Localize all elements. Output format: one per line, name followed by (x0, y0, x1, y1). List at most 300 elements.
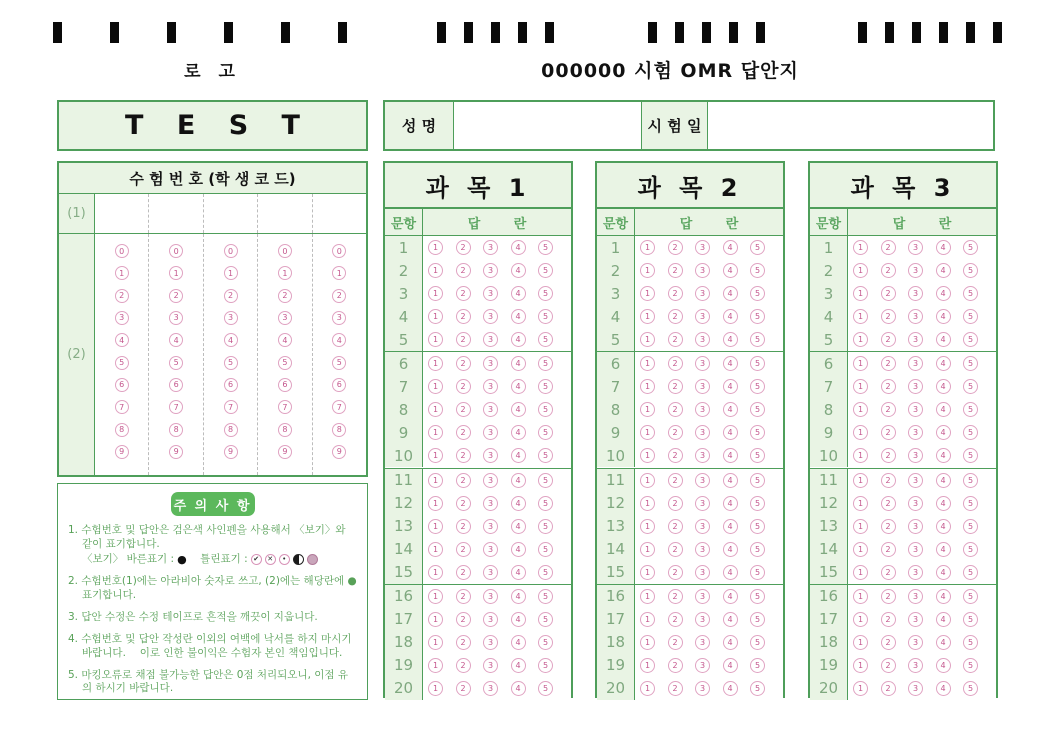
code-write-cell[interactable] (257, 194, 311, 233)
answer-bubble-5[interactable]: 5 (538, 589, 553, 604)
answer-bubble-1[interactable]: 1 (428, 589, 443, 604)
answer-bubble-3[interactable]: 3 (695, 681, 710, 696)
code-bubble-9[interactable]: 9 (115, 445, 129, 459)
answer-bubble-2[interactable]: 2 (456, 425, 471, 440)
answer-bubble-5[interactable]: 5 (538, 681, 553, 696)
exam-date-input[interactable] (708, 102, 993, 149)
answer-bubble-2[interactable]: 2 (668, 402, 683, 417)
answer-bubble-5[interactable]: 5 (750, 263, 765, 278)
code-bubble-6[interactable]: 6 (332, 378, 346, 392)
answer-bubble-5[interactable]: 5 (750, 473, 765, 488)
answer-bubble-1[interactable]: 1 (428, 448, 443, 463)
answer-bubble-3[interactable]: 3 (695, 240, 710, 255)
answer-bubble-4[interactable]: 4 (723, 286, 738, 301)
answer-bubble-5[interactable]: 5 (963, 681, 978, 696)
answer-bubble-5[interactable]: 5 (538, 379, 553, 394)
answer-bubble-5[interactable]: 5 (538, 473, 553, 488)
answer-bubble-5[interactable]: 5 (538, 612, 553, 627)
answer-bubble-3[interactable]: 3 (908, 332, 923, 347)
answer-bubble-1[interactable]: 1 (640, 402, 655, 417)
answer-bubble-3[interactable]: 3 (483, 448, 498, 463)
code-bubble-0[interactable]: 0 (169, 244, 183, 258)
code-bubble-7[interactable]: 7 (332, 400, 346, 414)
answer-bubble-4[interactable]: 4 (936, 589, 951, 604)
answer-bubble-1[interactable]: 1 (428, 496, 443, 511)
answer-bubble-2[interactable]: 2 (881, 542, 896, 557)
answer-bubble-3[interactable]: 3 (483, 658, 498, 673)
answer-bubble-5[interactable]: 5 (538, 425, 553, 440)
answer-bubble-4[interactable]: 4 (936, 240, 951, 255)
answer-bubble-4[interactable]: 4 (936, 496, 951, 511)
answer-bubble-2[interactable]: 2 (456, 286, 471, 301)
answer-bubble-3[interactable]: 3 (695, 425, 710, 440)
answer-bubble-4[interactable]: 4 (936, 309, 951, 324)
answer-bubble-2[interactable]: 2 (668, 612, 683, 627)
answer-bubble-1[interactable]: 1 (853, 356, 868, 371)
answer-bubble-3[interactable]: 3 (908, 263, 923, 278)
answer-bubble-5[interactable]: 5 (963, 356, 978, 371)
answer-bubble-2[interactable]: 2 (668, 448, 683, 463)
answer-bubble-4[interactable]: 4 (511, 658, 526, 673)
name-input[interactable] (454, 102, 642, 149)
answer-bubble-4[interactable]: 4 (511, 240, 526, 255)
code-bubble-5[interactable]: 5 (332, 356, 346, 370)
answer-bubble-5[interactable]: 5 (750, 542, 765, 557)
answer-bubble-5[interactable]: 5 (963, 542, 978, 557)
code-bubble-1[interactable]: 1 (224, 266, 238, 280)
answer-bubble-2[interactable]: 2 (881, 519, 896, 534)
answer-bubble-5[interactable]: 5 (750, 425, 765, 440)
answer-bubble-2[interactable]: 2 (881, 612, 896, 627)
answer-bubble-1[interactable]: 1 (853, 240, 868, 255)
answer-bubble-4[interactable]: 4 (936, 402, 951, 417)
answer-bubble-5[interactable]: 5 (963, 612, 978, 627)
answer-bubble-5[interactable]: 5 (538, 332, 553, 347)
answer-bubble-1[interactable]: 1 (640, 473, 655, 488)
answer-bubble-3[interactable]: 3 (695, 379, 710, 394)
code-bubble-2[interactable]: 2 (332, 289, 346, 303)
answer-bubble-1[interactable]: 1 (853, 402, 868, 417)
answer-bubble-3[interactable]: 3 (908, 658, 923, 673)
answer-bubble-5[interactable]: 5 (750, 635, 765, 650)
code-bubble-9[interactable]: 9 (169, 445, 183, 459)
answer-bubble-3[interactable]: 3 (908, 356, 923, 371)
code-bubble-4[interactable]: 4 (224, 333, 238, 347)
answer-bubble-5[interactable]: 5 (963, 658, 978, 673)
answer-bubble-1[interactable]: 1 (640, 612, 655, 627)
answer-bubble-4[interactable]: 4 (936, 473, 951, 488)
answer-bubble-1[interactable]: 1 (853, 263, 868, 278)
code-bubble-7[interactable]: 7 (224, 400, 238, 414)
answer-bubble-5[interactable]: 5 (750, 286, 765, 301)
answer-bubble-3[interactable]: 3 (483, 240, 498, 255)
answer-bubble-1[interactable]: 1 (853, 496, 868, 511)
answer-bubble-3[interactable]: 3 (695, 635, 710, 650)
answer-bubble-5[interactable]: 5 (750, 612, 765, 627)
code-bubble-1[interactable]: 1 (332, 266, 346, 280)
answer-bubble-3[interactable]: 3 (483, 356, 498, 371)
answer-bubble-1[interactable]: 1 (640, 356, 655, 371)
answer-bubble-4[interactable]: 4 (936, 519, 951, 534)
answer-bubble-1[interactable]: 1 (853, 379, 868, 394)
answer-bubble-1[interactable]: 1 (428, 519, 443, 534)
answer-bubble-4[interactable]: 4 (511, 448, 526, 463)
answer-bubble-4[interactable]: 4 (723, 681, 738, 696)
answer-bubble-3[interactable]: 3 (483, 519, 498, 534)
answer-bubble-1[interactable]: 1 (853, 473, 868, 488)
answer-bubble-3[interactable]: 3 (483, 263, 498, 278)
answer-bubble-4[interactable]: 4 (723, 263, 738, 278)
answer-bubble-4[interactable]: 4 (511, 565, 526, 580)
code-bubble-4[interactable]: 4 (278, 333, 292, 347)
answer-bubble-4[interactable]: 4 (936, 425, 951, 440)
answer-bubble-4[interactable]: 4 (936, 635, 951, 650)
answer-bubble-3[interactable]: 3 (483, 565, 498, 580)
answer-bubble-2[interactable]: 2 (668, 496, 683, 511)
answer-bubble-3[interactable]: 3 (483, 635, 498, 650)
answer-bubble-3[interactable]: 3 (908, 425, 923, 440)
answer-bubble-1[interactable]: 1 (853, 542, 868, 557)
answer-bubble-4[interactable]: 4 (511, 496, 526, 511)
answer-bubble-2[interactable]: 2 (456, 332, 471, 347)
answer-bubble-4[interactable]: 4 (511, 263, 526, 278)
code-bubble-8[interactable]: 8 (278, 423, 292, 437)
answer-bubble-2[interactable]: 2 (881, 286, 896, 301)
answer-bubble-1[interactable]: 1 (640, 542, 655, 557)
answer-bubble-5[interactable]: 5 (963, 589, 978, 604)
answer-bubble-4[interactable]: 4 (511, 589, 526, 604)
answer-bubble-3[interactable]: 3 (695, 565, 710, 580)
answer-bubble-1[interactable]: 1 (428, 635, 443, 650)
answer-bubble-5[interactable]: 5 (750, 332, 765, 347)
answer-bubble-3[interactable]: 3 (908, 681, 923, 696)
code-bubble-1[interactable]: 1 (115, 266, 129, 280)
answer-bubble-2[interactable]: 2 (456, 379, 471, 394)
answer-bubble-2[interactable]: 2 (456, 589, 471, 604)
answer-bubble-5[interactable]: 5 (538, 658, 553, 673)
answer-bubble-4[interactable]: 4 (936, 565, 951, 580)
answer-bubble-2[interactable]: 2 (668, 425, 683, 440)
answer-bubble-4[interactable]: 4 (723, 448, 738, 463)
answer-bubble-5[interactable]: 5 (750, 519, 765, 534)
answer-bubble-1[interactable]: 1 (428, 263, 443, 278)
code-bubble-5[interactable]: 5 (169, 356, 183, 370)
code-bubble-9[interactable]: 9 (224, 445, 238, 459)
answer-bubble-5[interactable]: 5 (538, 519, 553, 534)
answer-bubble-4[interactable]: 4 (511, 356, 526, 371)
answer-bubble-2[interactable]: 2 (456, 681, 471, 696)
answer-bubble-2[interactable]: 2 (668, 658, 683, 673)
answer-bubble-5[interactable]: 5 (750, 565, 765, 580)
answer-bubble-2[interactable]: 2 (668, 263, 683, 278)
code-bubble-5[interactable]: 5 (278, 356, 292, 370)
answer-bubble-1[interactable]: 1 (640, 496, 655, 511)
answer-bubble-2[interactable]: 2 (456, 565, 471, 580)
answer-bubble-1[interactable]: 1 (853, 612, 868, 627)
answer-bubble-3[interactable]: 3 (483, 496, 498, 511)
answer-bubble-3[interactable]: 3 (695, 309, 710, 324)
answer-bubble-2[interactable]: 2 (456, 263, 471, 278)
answer-bubble-1[interactable]: 1 (428, 286, 443, 301)
answer-bubble-1[interactable]: 1 (853, 658, 868, 673)
answer-bubble-1[interactable]: 1 (640, 565, 655, 580)
code-bubble-6[interactable]: 6 (278, 378, 292, 392)
answer-bubble-5[interactable]: 5 (750, 658, 765, 673)
answer-bubble-3[interactable]: 3 (908, 542, 923, 557)
answer-bubble-2[interactable]: 2 (456, 240, 471, 255)
answer-bubble-4[interactable]: 4 (723, 658, 738, 673)
answer-bubble-5[interactable]: 5 (538, 542, 553, 557)
answer-bubble-3[interactable]: 3 (908, 496, 923, 511)
answer-bubble-3[interactable]: 3 (695, 402, 710, 417)
answer-bubble-4[interactable]: 4 (723, 589, 738, 604)
code-bubble-8[interactable]: 8 (115, 423, 129, 437)
code-bubble-2[interactable]: 2 (169, 289, 183, 303)
answer-bubble-3[interactable]: 3 (908, 473, 923, 488)
answer-bubble-4[interactable]: 4 (936, 448, 951, 463)
answer-bubble-1[interactable]: 1 (428, 240, 443, 255)
answer-bubble-2[interactable]: 2 (668, 379, 683, 394)
code-bubble-4[interactable]: 4 (115, 333, 129, 347)
answer-bubble-2[interactable]: 2 (668, 356, 683, 371)
code-bubble-1[interactable]: 1 (169, 266, 183, 280)
answer-bubble-1[interactable]: 1 (853, 635, 868, 650)
answer-bubble-4[interactable]: 4 (511, 681, 526, 696)
answer-bubble-5[interactable]: 5 (538, 240, 553, 255)
answer-bubble-4[interactable]: 4 (936, 286, 951, 301)
answer-bubble-5[interactable]: 5 (538, 309, 553, 324)
answer-bubble-3[interactable]: 3 (908, 402, 923, 417)
answer-bubble-1[interactable]: 1 (640, 635, 655, 650)
answer-bubble-4[interactable]: 4 (936, 542, 951, 557)
answer-bubble-4[interactable]: 4 (723, 519, 738, 534)
answer-bubble-3[interactable]: 3 (695, 496, 710, 511)
answer-bubble-2[interactable]: 2 (881, 379, 896, 394)
answer-bubble-2[interactable]: 2 (668, 473, 683, 488)
answer-bubble-1[interactable]: 1 (428, 379, 443, 394)
answer-bubble-2[interactable]: 2 (668, 635, 683, 650)
answer-bubble-2[interactable]: 2 (881, 402, 896, 417)
answer-bubble-3[interactable]: 3 (908, 519, 923, 534)
code-bubble-9[interactable]: 9 (278, 445, 292, 459)
answer-bubble-1[interactable]: 1 (640, 379, 655, 394)
answer-bubble-4[interactable]: 4 (723, 379, 738, 394)
answer-bubble-2[interactable]: 2 (881, 448, 896, 463)
answer-bubble-1[interactable]: 1 (428, 356, 443, 371)
code-bubble-0[interactable]: 0 (278, 244, 292, 258)
answer-bubble-1[interactable]: 1 (640, 681, 655, 696)
code-bubble-7[interactable]: 7 (278, 400, 292, 414)
answer-bubble-2[interactable]: 2 (456, 519, 471, 534)
code-bubble-0[interactable]: 0 (115, 244, 129, 258)
answer-bubble-2[interactable]: 2 (456, 448, 471, 463)
answer-bubble-2[interactable]: 2 (668, 286, 683, 301)
answer-bubble-1[interactable]: 1 (428, 402, 443, 417)
answer-bubble-3[interactable]: 3 (908, 309, 923, 324)
answer-bubble-2[interactable]: 2 (881, 681, 896, 696)
answer-bubble-5[interactable]: 5 (750, 496, 765, 511)
answer-bubble-1[interactable]: 1 (428, 332, 443, 347)
code-bubble-3[interactable]: 3 (169, 311, 183, 325)
answer-bubble-1[interactable]: 1 (853, 519, 868, 534)
answer-bubble-2[interactable]: 2 (456, 658, 471, 673)
answer-bubble-4[interactable]: 4 (723, 565, 738, 580)
answer-bubble-3[interactable]: 3 (695, 612, 710, 627)
answer-bubble-5[interactable]: 5 (750, 681, 765, 696)
answer-bubble-3[interactable]: 3 (483, 589, 498, 604)
answer-bubble-1[interactable]: 1 (853, 309, 868, 324)
answer-bubble-3[interactable]: 3 (695, 542, 710, 557)
answer-bubble-2[interactable]: 2 (668, 332, 683, 347)
answer-bubble-2[interactable]: 2 (456, 473, 471, 488)
answer-bubble-2[interactable]: 2 (456, 309, 471, 324)
answer-bubble-3[interactable]: 3 (908, 612, 923, 627)
answer-bubble-3[interactable]: 3 (908, 240, 923, 255)
answer-bubble-2[interactable]: 2 (456, 635, 471, 650)
answer-bubble-3[interactable]: 3 (695, 519, 710, 534)
code-write-cell[interactable] (203, 194, 257, 233)
answer-bubble-5[interactable]: 5 (963, 425, 978, 440)
answer-bubble-1[interactable]: 1 (640, 589, 655, 604)
code-bubble-3[interactable]: 3 (224, 311, 238, 325)
answer-bubble-3[interactable]: 3 (483, 402, 498, 417)
answer-bubble-2[interactable]: 2 (668, 240, 683, 255)
answer-bubble-4[interactable]: 4 (723, 496, 738, 511)
answer-bubble-2[interactable]: 2 (668, 589, 683, 604)
code-bubble-8[interactable]: 8 (169, 423, 183, 437)
answer-bubble-4[interactable]: 4 (936, 658, 951, 673)
answer-bubble-1[interactable]: 1 (640, 263, 655, 278)
answer-bubble-4[interactable]: 4 (723, 356, 738, 371)
answer-bubble-3[interactable]: 3 (483, 309, 498, 324)
answer-bubble-1[interactable]: 1 (428, 542, 443, 557)
answer-bubble-3[interactable]: 3 (695, 448, 710, 463)
answer-bubble-2[interactable]: 2 (881, 240, 896, 255)
answer-bubble-5[interactable]: 5 (538, 263, 553, 278)
answer-bubble-4[interactable]: 4 (936, 263, 951, 278)
answer-bubble-5[interactable]: 5 (963, 473, 978, 488)
code-bubble-7[interactable]: 7 (115, 400, 129, 414)
answer-bubble-4[interactable]: 4 (511, 473, 526, 488)
answer-bubble-1[interactable]: 1 (640, 425, 655, 440)
answer-bubble-4[interactable]: 4 (511, 379, 526, 394)
answer-bubble-1[interactable]: 1 (428, 425, 443, 440)
answer-bubble-3[interactable]: 3 (695, 356, 710, 371)
answer-bubble-4[interactable]: 4 (723, 402, 738, 417)
answer-bubble-5[interactable]: 5 (538, 565, 553, 580)
answer-bubble-1[interactable]: 1 (640, 286, 655, 301)
code-bubble-5[interactable]: 5 (115, 356, 129, 370)
answer-bubble-3[interactable]: 3 (908, 565, 923, 580)
answer-bubble-5[interactable]: 5 (538, 496, 553, 511)
answer-bubble-2[interactable]: 2 (881, 496, 896, 511)
answer-bubble-1[interactable]: 1 (428, 681, 443, 696)
code-bubble-0[interactable]: 0 (332, 244, 346, 258)
answer-bubble-1[interactable]: 1 (640, 332, 655, 347)
answer-bubble-5[interactable]: 5 (963, 565, 978, 580)
answer-bubble-4[interactable]: 4 (936, 379, 951, 394)
answer-bubble-2[interactable]: 2 (881, 589, 896, 604)
code-write-cell[interactable] (95, 194, 148, 233)
answer-bubble-5[interactable]: 5 (963, 240, 978, 255)
answer-bubble-1[interactable]: 1 (428, 565, 443, 580)
answer-bubble-5[interactable]: 5 (750, 240, 765, 255)
answer-bubble-4[interactable]: 4 (511, 309, 526, 324)
code-bubble-4[interactable]: 4 (169, 333, 183, 347)
answer-bubble-4[interactable]: 4 (723, 635, 738, 650)
answer-bubble-4[interactable]: 4 (723, 425, 738, 440)
answer-bubble-2[interactable]: 2 (881, 635, 896, 650)
answer-bubble-2[interactable]: 2 (668, 565, 683, 580)
answer-bubble-1[interactable]: 1 (853, 681, 868, 696)
code-bubble-9[interactable]: 9 (332, 445, 346, 459)
code-bubble-2[interactable]: 2 (278, 289, 292, 303)
code-bubble-5[interactable]: 5 (224, 356, 238, 370)
answer-bubble-3[interactable]: 3 (483, 612, 498, 627)
answer-bubble-1[interactable]: 1 (853, 589, 868, 604)
answer-bubble-2[interactable]: 2 (881, 565, 896, 580)
answer-bubble-1[interactable]: 1 (640, 519, 655, 534)
answer-bubble-5[interactable]: 5 (538, 356, 553, 371)
answer-bubble-5[interactable]: 5 (963, 379, 978, 394)
answer-bubble-5[interactable]: 5 (963, 332, 978, 347)
answer-bubble-5[interactable]: 5 (963, 263, 978, 278)
answer-bubble-1[interactable]: 1 (640, 309, 655, 324)
answer-bubble-3[interactable]: 3 (483, 286, 498, 301)
answer-bubble-3[interactable]: 3 (908, 589, 923, 604)
answer-bubble-3[interactable]: 3 (695, 332, 710, 347)
answer-bubble-5[interactable]: 5 (963, 402, 978, 417)
answer-bubble-2[interactable]: 2 (881, 332, 896, 347)
code-bubble-1[interactable]: 1 (278, 266, 292, 280)
answer-bubble-3[interactable]: 3 (695, 473, 710, 488)
answer-bubble-3[interactable]: 3 (695, 286, 710, 301)
answer-bubble-3[interactable]: 3 (695, 658, 710, 673)
answer-bubble-4[interactable]: 4 (723, 612, 738, 627)
answer-bubble-5[interactable]: 5 (538, 286, 553, 301)
answer-bubble-3[interactable]: 3 (483, 332, 498, 347)
answer-bubble-1[interactable]: 1 (853, 332, 868, 347)
code-bubble-3[interactable]: 3 (332, 311, 346, 325)
answer-bubble-2[interactable]: 2 (456, 402, 471, 417)
code-bubble-6[interactable]: 6 (115, 378, 129, 392)
answer-bubble-4[interactable]: 4 (936, 612, 951, 627)
answer-bubble-2[interactable]: 2 (881, 263, 896, 278)
answer-bubble-5[interactable]: 5 (538, 635, 553, 650)
answer-bubble-5[interactable]: 5 (538, 402, 553, 417)
answer-bubble-2[interactable]: 2 (881, 309, 896, 324)
answer-bubble-3[interactable]: 3 (908, 379, 923, 394)
answer-bubble-3[interactable]: 3 (483, 425, 498, 440)
code-bubble-4[interactable]: 4 (332, 333, 346, 347)
answer-bubble-4[interactable]: 4 (511, 402, 526, 417)
answer-bubble-1[interactable]: 1 (640, 658, 655, 673)
answer-bubble-5[interactable]: 5 (750, 356, 765, 371)
answer-bubble-3[interactable]: 3 (908, 448, 923, 463)
answer-bubble-4[interactable]: 4 (723, 240, 738, 255)
answer-bubble-1[interactable]: 1 (853, 448, 868, 463)
code-bubble-3[interactable]: 3 (278, 311, 292, 325)
answer-bubble-4[interactable]: 4 (723, 309, 738, 324)
answer-bubble-4[interactable]: 4 (511, 519, 526, 534)
answer-bubble-2[interactable]: 2 (881, 356, 896, 371)
answer-bubble-5[interactable]: 5 (963, 448, 978, 463)
answer-bubble-4[interactable]: 4 (511, 425, 526, 440)
answer-bubble-2[interactable]: 2 (668, 309, 683, 324)
code-bubble-6[interactable]: 6 (169, 378, 183, 392)
answer-bubble-4[interactable]: 4 (936, 356, 951, 371)
answer-bubble-1[interactable]: 1 (853, 286, 868, 301)
